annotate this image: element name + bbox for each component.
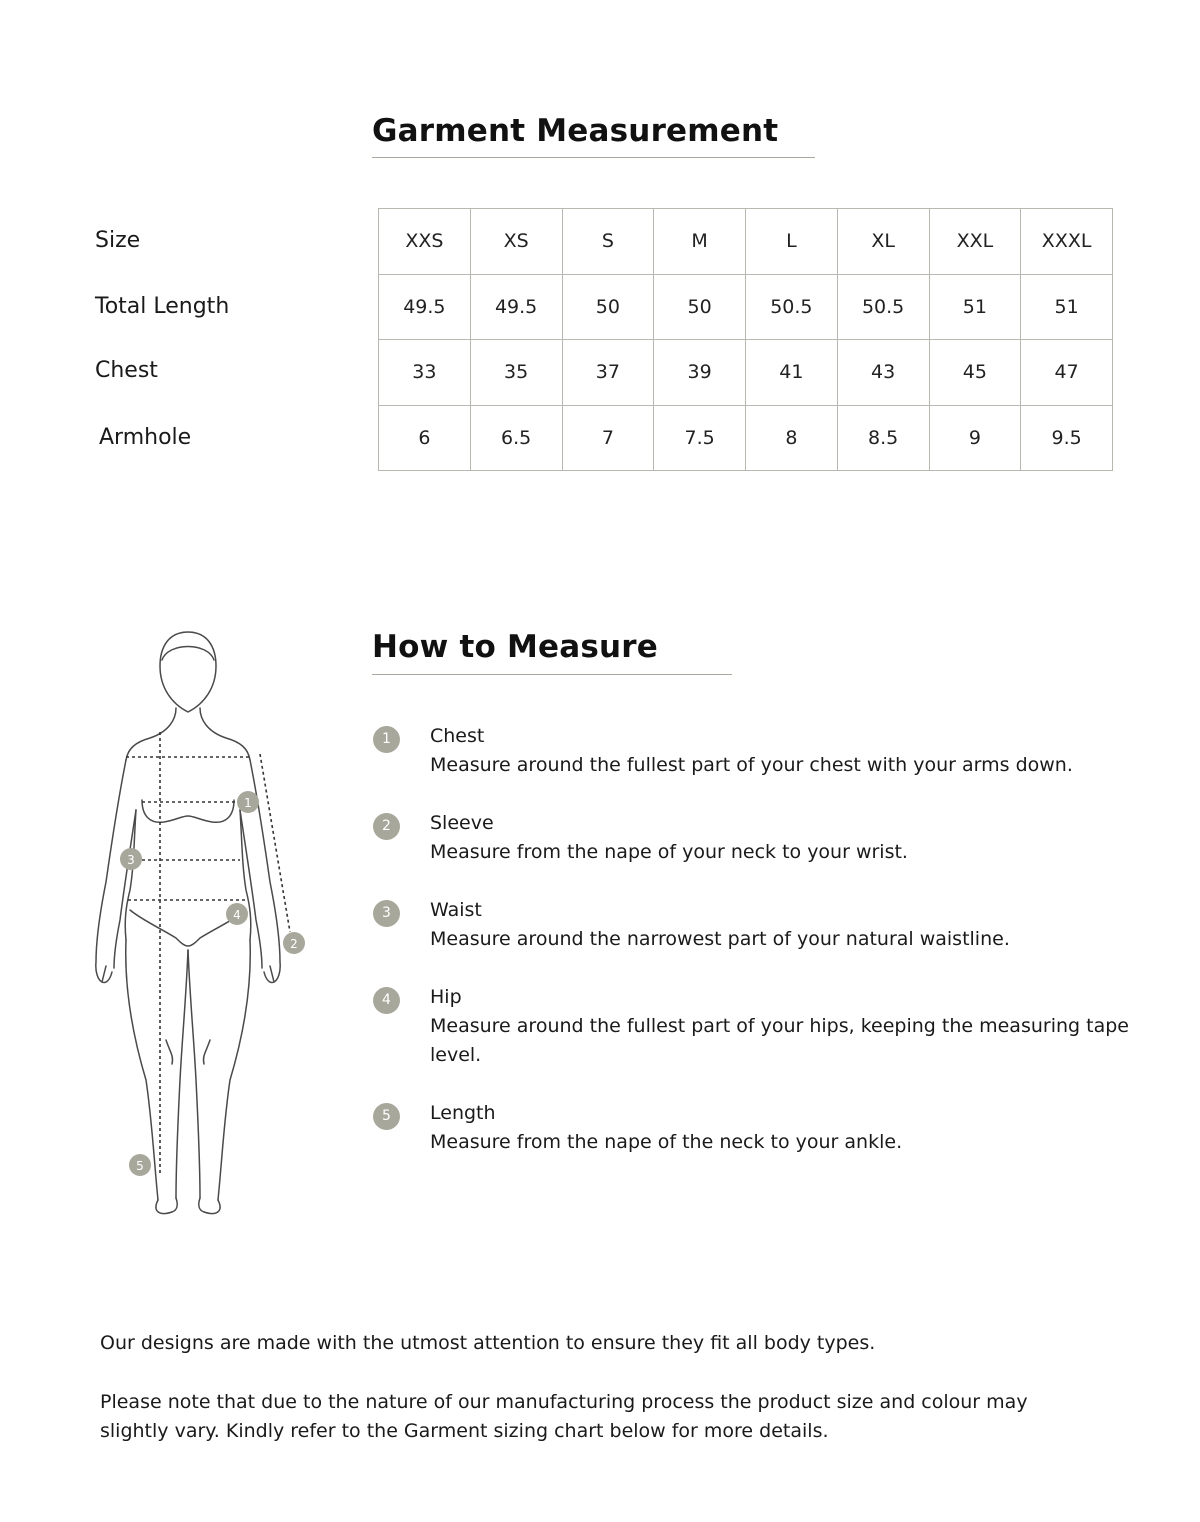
measurement-lines	[126, 732, 290, 1176]
step-title: Hip	[430, 986, 462, 1008]
marker-badge-5	[129, 1154, 151, 1176]
marker-badge-1	[237, 791, 259, 813]
table-cell: 50	[562, 274, 654, 340]
step-title: Sleeve	[430, 812, 494, 834]
step-number-badge: 4	[373, 987, 400, 1014]
list-item	[372, 809, 1132, 867]
size-chart-table	[378, 208, 1113, 471]
table-row-chest	[379, 340, 1113, 406]
step-description: Measure around the fullest part of your hips, keeping the measuring tape level.	[430, 1015, 1129, 1066]
variation-note: Please note that due to the nature of our manufacturing process the product size and colour may slightly vary. Kindly refer to the Garment sizing chart below for more details.	[100, 1391, 1028, 1442]
marker-number: 5	[136, 1159, 144, 1173]
measure-steps-list	[372, 722, 1132, 1186]
marker-badge-4	[226, 903, 248, 925]
table-cell: 45	[929, 340, 1021, 406]
table-cell: 8	[746, 405, 838, 471]
row-label-total-length: Total Length	[95, 294, 230, 319]
how-to-measure-title: How to Measure	[372, 629, 659, 665]
table-cell: 7	[562, 405, 654, 471]
size-header-cell: M	[654, 209, 746, 275]
table-cell: 50.5	[746, 274, 838, 340]
table-cell: 7.5	[654, 405, 746, 471]
step-title: Chest	[430, 725, 485, 747]
step-number-badge: 3	[373, 900, 400, 927]
step-number-badge: 5	[373, 1103, 400, 1130]
table-row-armhole	[379, 405, 1113, 471]
fit-note: Our designs are made with the utmost attention to ensure they fit all body types.	[100, 1332, 876, 1354]
marker-number: 4	[233, 908, 241, 922]
marker-number: 2	[290, 937, 298, 951]
marker-badge-3	[120, 848, 142, 870]
list-item	[372, 896, 1132, 954]
body-figure-illustration	[80, 620, 320, 1220]
step-description: Measure from the nape of your neck to your wrist.	[430, 841, 908, 863]
size-header-cell: XXXL	[1021, 209, 1113, 275]
step-description: Measure around the fullest part of your chest with your arms down.	[430, 754, 1073, 776]
table-cell: 37	[562, 340, 654, 406]
table-cell: 49.5	[379, 274, 471, 340]
step-number-badge: 2	[373, 813, 400, 840]
step-number-badge: 1	[373, 726, 400, 753]
marker-badge-2	[283, 932, 305, 954]
title-underline	[372, 157, 815, 158]
table-cell: 51	[929, 274, 1021, 340]
step-description: Measure from the nape of the neck to your ankle.	[430, 1131, 903, 1153]
list-item	[372, 983, 1132, 1070]
size-header-cell: XXS	[379, 209, 471, 275]
size-header-cell: XS	[470, 209, 562, 275]
table-cell: 39	[654, 340, 746, 406]
size-header-cell: L	[746, 209, 838, 275]
table-cell: 50.5	[837, 274, 929, 340]
table-cell: 33	[379, 340, 471, 406]
step-title: Waist	[430, 899, 482, 921]
table-cell: 49.5	[470, 274, 562, 340]
row-label-armhole: Armhole	[99, 425, 192, 450]
garment-measurement-title: Garment Measurement	[372, 113, 779, 149]
marker-number: 3	[127, 853, 135, 867]
table-row-total-length	[379, 274, 1113, 340]
list-item	[372, 722, 1132, 780]
size-header-cell: XXL	[929, 209, 1021, 275]
table-cell: 41	[746, 340, 838, 406]
body-outline	[96, 632, 280, 1214]
table-cell: 8.5	[837, 405, 929, 471]
row-label-size: Size	[95, 228, 141, 253]
list-item	[372, 1099, 1132, 1157]
table-cell: 6	[379, 405, 471, 471]
row-label-chest: Chest	[95, 358, 158, 383]
title-underline	[372, 674, 732, 675]
table-cell: 9	[929, 405, 1021, 471]
step-title: Length	[430, 1102, 496, 1124]
table-cell: 47	[1021, 340, 1113, 406]
table-cell: 50	[654, 274, 746, 340]
table-cell: 43	[837, 340, 929, 406]
size-header-cell: S	[562, 209, 654, 275]
table-cell: 51	[1021, 274, 1113, 340]
size-header-cell: XL	[837, 209, 929, 275]
table-cell: 9.5	[1021, 405, 1113, 471]
table-cell: 35	[470, 340, 562, 406]
table-row-sizes	[379, 209, 1113, 275]
table-cell: 6.5	[470, 405, 562, 471]
step-description: Measure around the narrowest part of your natural waistline.	[430, 928, 1010, 950]
marker-number: 1	[244, 796, 252, 810]
